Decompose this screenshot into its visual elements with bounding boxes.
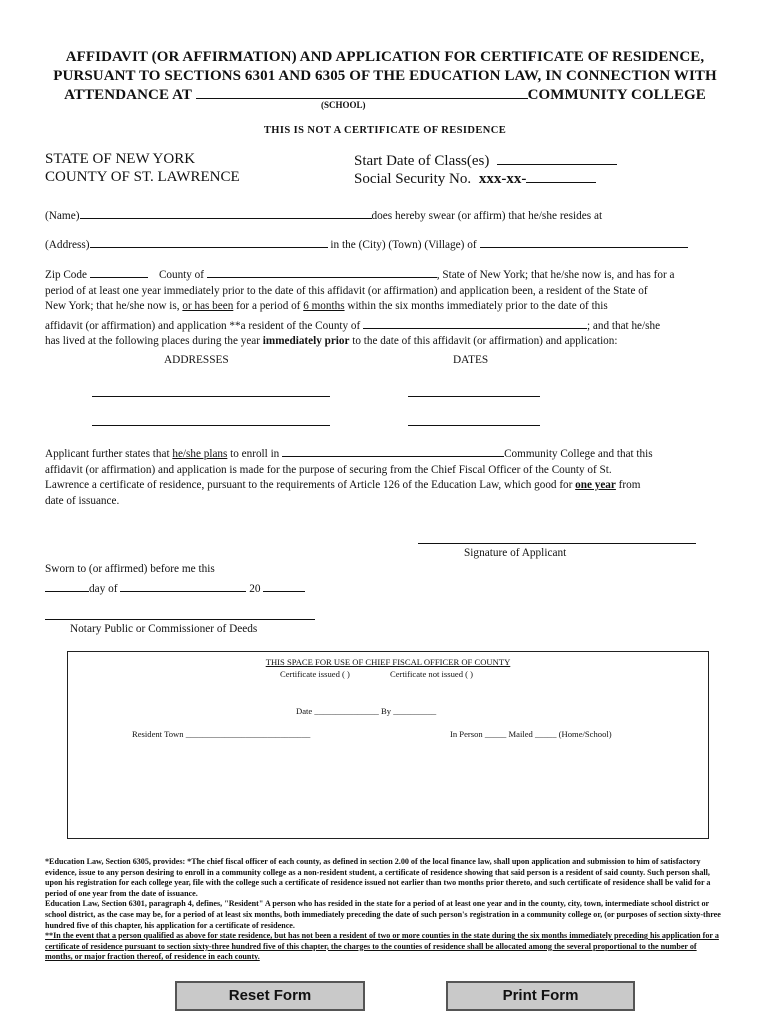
footnote-allocation: **In the event that a person qualified as above for state residence, but has not been a resident of two or more counties in the state during the six months immediately preceding his application for a certificate of residence pursuant to section sixty-three hundred five of this chapter, the charges to the counties of residence shall be allocated among the several proportional to the number of months, or major fraction thereof, of residence in each county. [45, 931, 719, 962]
enrollment-paragraph [45, 443, 725, 509]
para2-text-e: from [618, 479, 641, 492]
reset-form-button[interactable]: Reset Form [175, 981, 365, 1011]
swear-text: does hereby swear (or affirm) that he/she resides at [371, 210, 603, 222]
form-title-line1: AFFIDAVIT (OR AFFIRMATION) AND APPLICATION FOR CERTIFICATE OF RESIDENCE, [65, 49, 705, 65]
para1-text-e: ; and that he/she [587, 319, 661, 332]
footnote-block [45, 857, 721, 963]
county-of-label: County of [158, 269, 204, 281]
para2-line4: date of issuance. [45, 494, 120, 507]
name-row [45, 205, 602, 222]
para1-text-a: New York; that he/she now is, [45, 300, 180, 313]
address-field[interactable] [90, 234, 328, 248]
para1-line2: period of at least one year immediately prior to the date of this affidavit (or affirmation) and application been, a resident of the State of [45, 284, 648, 297]
start-date-field[interactable] [497, 151, 617, 165]
city-town-village-label: in the (City) (Town) (Village) of [330, 239, 477, 251]
address-row [45, 234, 688, 251]
form-title-line3 [0, 85, 770, 105]
one-year-text: one year [575, 479, 616, 492]
para1-line3 [45, 299, 725, 315]
name-label: (Name) [45, 210, 80, 222]
certificate-issued: Certificate issued ( ) [280, 669, 350, 679]
sworn-year-field[interactable] [263, 578, 305, 592]
not-certificate-notice: THIS IS NOT A CERTIFICATE OF RESIDENCE [263, 125, 507, 136]
date-line-1[interactable] [408, 396, 540, 397]
state-text: , State of New York; that he/she now is, and has for a [436, 269, 675, 281]
sworn-label: Sworn to (or affirmed) before me this [45, 563, 215, 575]
address-line-1[interactable] [92, 396, 330, 397]
sworn-day-field[interactable] [45, 578, 89, 592]
community-college-label: COMMUNITY COLLEGE [527, 87, 706, 103]
attendance-label: ATTENDANCE AT [64, 87, 192, 103]
zip-label: Zip Code [45, 269, 87, 281]
para2-line3 [45, 478, 725, 494]
para1-text-f: has lived at the following places during the year [45, 335, 260, 348]
or-has-been-text: or has been [182, 300, 234, 313]
resident-town-blank: _____________________________ [185, 729, 311, 739]
sworn-date-row [45, 578, 305, 595]
ssn-row [354, 169, 596, 188]
home-school-label: (Home/School) [558, 729, 612, 739]
date-by-row [296, 706, 436, 716]
para1-line5 [45, 334, 725, 350]
county-field[interactable] [207, 264, 437, 278]
para1-text-d: affidavit (or affirmation) and application **a resident of the County of [45, 319, 361, 332]
addresses-header: ADDRESSES [164, 354, 229, 366]
address-line-2[interactable] [92, 425, 330, 426]
state-label: STATE OF NEW YORK [45, 151, 196, 167]
school-field[interactable] [196, 85, 528, 99]
para1-line4 [45, 315, 725, 335]
signature-line[interactable] [418, 543, 696, 544]
certificate-not-issued: Certificate not issued ( ) [390, 669, 474, 679]
notary-signature-line[interactable] [45, 619, 315, 620]
para2-text-d: Lawrence a certificate of residence, pursuant to the requirements of Article 126 of the Education Law, which good for [45, 479, 573, 492]
county-label: COUNTY OF ST. LAWRENCE [45, 169, 240, 185]
six-months-text: 6 months [303, 300, 345, 313]
mailed-label: Mailed [508, 729, 533, 739]
residence-paragraph [45, 264, 725, 350]
day-of-label: day of [89, 583, 118, 595]
para2-text-b: to enroll in [230, 448, 280, 460]
notary-label: Notary Public or Commissioner of Deeds [70, 623, 258, 635]
immediately-prior-text: immediately prior [262, 335, 350, 348]
ssn-field[interactable] [526, 169, 596, 183]
school-caption: (SCHOOL) [321, 100, 366, 110]
college-field[interactable] [282, 443, 504, 457]
year-prefix: 20 [249, 583, 261, 595]
para1-text-g: to the date of this affidavit (or affirmation) and application: [352, 335, 618, 348]
resident-county-field[interactable] [363, 315, 587, 329]
para2-text-c: Community College and that this [504, 448, 653, 460]
fiscal-officer-box [67, 651, 709, 839]
start-date-row [354, 151, 617, 170]
start-date-label: Start Date of Class(es) [354, 153, 490, 169]
signature-label: Signature of Applicant [464, 547, 567, 559]
date-label: Date [296, 706, 313, 716]
date-blank: _______________ [314, 706, 379, 716]
resident-town-label: Resident Town [132, 729, 184, 739]
fiscal-officer-heading: THIS SPACE FOR USE OF CHIEF FISCAL OFFICER OF COUNTY [265, 657, 511, 667]
footnote-section-6301: Education Law, Section 6301, paragraph 4, defines, "Resident" A person who has resided in the state for a period of at least one year and in the county, city, town, intermediate school district or school district, as the case may be, for a period of at least six months, both immediately preceding the date of such person's registration in a community college or, (or purposes of section sixty-three hundred five of this chapter, his application for a certificate of residence. [45, 899, 721, 930]
name-field[interactable] [80, 205, 372, 219]
mailed-blank: _____ [535, 729, 557, 739]
address-label: (Address) [45, 239, 90, 251]
sworn-month-field[interactable] [120, 578, 246, 592]
ssn-prefix: xxx-xx- [478, 171, 527, 187]
para1-text-c: within the six months immediately prior to the date of this [347, 300, 608, 313]
city-field[interactable] [480, 234, 688, 248]
by-blank: __________ [393, 706, 437, 716]
in-person-label: In Person [450, 729, 483, 739]
ssn-label: Social Security No. [354, 171, 472, 187]
print-form-button[interactable]: Print Form [446, 981, 635, 1011]
zip-field[interactable] [90, 264, 148, 278]
dates-header: DATES [453, 354, 489, 366]
date-line-2[interactable] [408, 425, 540, 426]
para2-line2: affidavit (or affirmation) and application is made for the purpose of securing from the Chief Fiscal Officer of the County of St. [45, 463, 612, 476]
in-person-blank: _____ [484, 729, 507, 739]
by-label: By [381, 706, 392, 716]
form-title-line2: PURSUANT TO SECTIONS 6301 AND 6305 OF THE EDUCATION LAW, IN CONNECTION WITH [53, 68, 717, 84]
para1-text-b: for a period of [236, 300, 301, 313]
para1-line1 [45, 264, 725, 284]
he-she-plans-text: he/she plans [172, 448, 228, 460]
para2-text-a: Applicant further states that [45, 448, 170, 460]
footnote-section-6305: *Education Law, Section 6305, provides: *The chief fiscal officer of each county, as defined in section 2.00 of the local finance law, shall upon application and submission to him of satisfactory evidence, issue to any person desiring to enroll in a community college as a non-resident student, a certificate of residence showing that said person is a resident of said county. Such person shall, upon his registration for each college year, file with the college such a certificate of residence issued not earlier than two months prior thereto, and such certificate of residence shall be valid for a period of one year from the date of issuance. [45, 857, 711, 898]
delivery-row [450, 729, 612, 739]
resident-town-row [132, 729, 310, 739]
para2-line1 [45, 443, 725, 463]
